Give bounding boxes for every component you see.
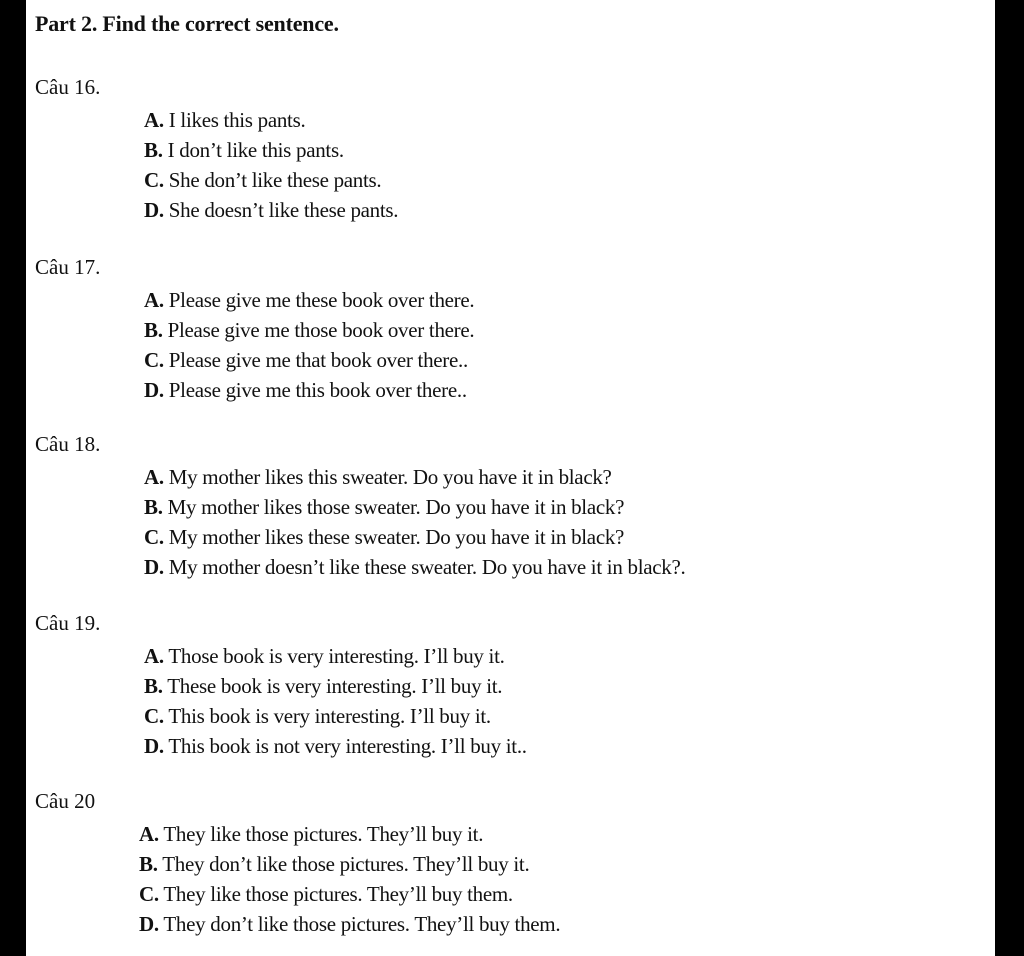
option-letter: A. xyxy=(139,822,159,846)
option-text: I likes this pants. xyxy=(168,108,306,132)
option-c xyxy=(144,165,398,195)
option-c xyxy=(144,701,527,731)
option-letter: B. xyxy=(144,495,163,519)
option-text: Please give me this book over there.. xyxy=(168,378,467,402)
option-text: Please give me those book over there. xyxy=(167,318,475,342)
option-text: Please give me that book over there.. xyxy=(168,348,468,372)
option-text: My mother doesn’t like these sweater. Do you have it in black?. xyxy=(168,555,686,579)
option-b xyxy=(139,849,560,879)
option-letter: B. xyxy=(139,852,158,876)
option-c xyxy=(144,522,685,552)
option-letter: C. xyxy=(144,704,164,728)
option-text: My mother likes those sweater. Do you have it in black? xyxy=(167,495,625,519)
option-letter: B. xyxy=(144,318,163,342)
option-letter: A. xyxy=(144,288,164,312)
option-letter: D. xyxy=(139,912,159,936)
option-d xyxy=(144,195,398,225)
option-d xyxy=(139,909,560,939)
option-letter: A. xyxy=(144,108,164,132)
option-text: I don’t like this pants. xyxy=(167,138,344,162)
option-letter: B. xyxy=(144,674,163,698)
option-letter: D. xyxy=(144,198,164,222)
option-letter: C. xyxy=(144,525,164,549)
option-letter: C. xyxy=(144,348,164,372)
option-letter: A. xyxy=(144,644,164,668)
option-text: They like those pictures. They’ll buy them. xyxy=(163,882,513,906)
page-title: Part 2. Find the correct sentence. xyxy=(35,11,339,36)
option-letter: B. xyxy=(144,138,163,162)
option-letter: D. xyxy=(144,555,164,579)
option-d xyxy=(144,731,527,761)
option-list xyxy=(144,285,474,405)
option-text: They don’t like those pictures. They’ll buy them. xyxy=(163,912,561,936)
option-text: Please give me these book over there. xyxy=(168,288,475,312)
option-text: She doesn’t like these pants. xyxy=(168,198,399,222)
option-d xyxy=(144,552,685,582)
option-d xyxy=(144,375,474,405)
option-b xyxy=(144,671,527,701)
option-text: My mother likes these sweater. Do you have it in black? xyxy=(168,525,625,549)
option-text: She don’t like these pants. xyxy=(168,168,382,192)
option-a xyxy=(144,105,398,135)
option-list xyxy=(144,105,398,225)
option-letter: C. xyxy=(144,168,164,192)
option-text: Those book is very interesting. I’ll buy it. xyxy=(168,644,505,668)
option-b xyxy=(144,135,398,165)
option-a xyxy=(144,462,685,492)
option-letter: A. xyxy=(144,465,164,489)
option-text: They like those pictures. They’ll buy it. xyxy=(163,822,484,846)
option-list xyxy=(144,641,527,761)
option-text: My mother likes this sweater. Do you have it in black? xyxy=(168,465,612,489)
option-letter: C. xyxy=(139,882,159,906)
worksheet-page xyxy=(26,0,995,956)
question-label: Câu 17. xyxy=(35,255,101,279)
option-list xyxy=(139,819,560,939)
option-b xyxy=(144,315,474,345)
option-c xyxy=(139,879,560,909)
option-b xyxy=(144,492,685,522)
question-label: Câu 16. xyxy=(35,75,101,99)
option-letter: D. xyxy=(144,734,164,758)
question-label: Câu 20 xyxy=(35,789,96,813)
option-c xyxy=(144,345,474,375)
option-text: This book is not very interesting. I’ll buy it.. xyxy=(168,734,527,758)
option-text: This book is very interesting. I’ll buy it. xyxy=(168,704,491,728)
option-a xyxy=(144,641,527,671)
option-text: They don’t like those pictures. They’ll buy it. xyxy=(162,852,530,876)
question-label: Câu 19. xyxy=(35,611,101,635)
option-letter: D. xyxy=(144,378,164,402)
option-a xyxy=(144,285,474,315)
question-label: Câu 18. xyxy=(35,432,101,456)
option-text: These book is very interesting. I’ll buy it. xyxy=(167,674,503,698)
option-a xyxy=(139,819,560,849)
option-list xyxy=(144,462,685,582)
